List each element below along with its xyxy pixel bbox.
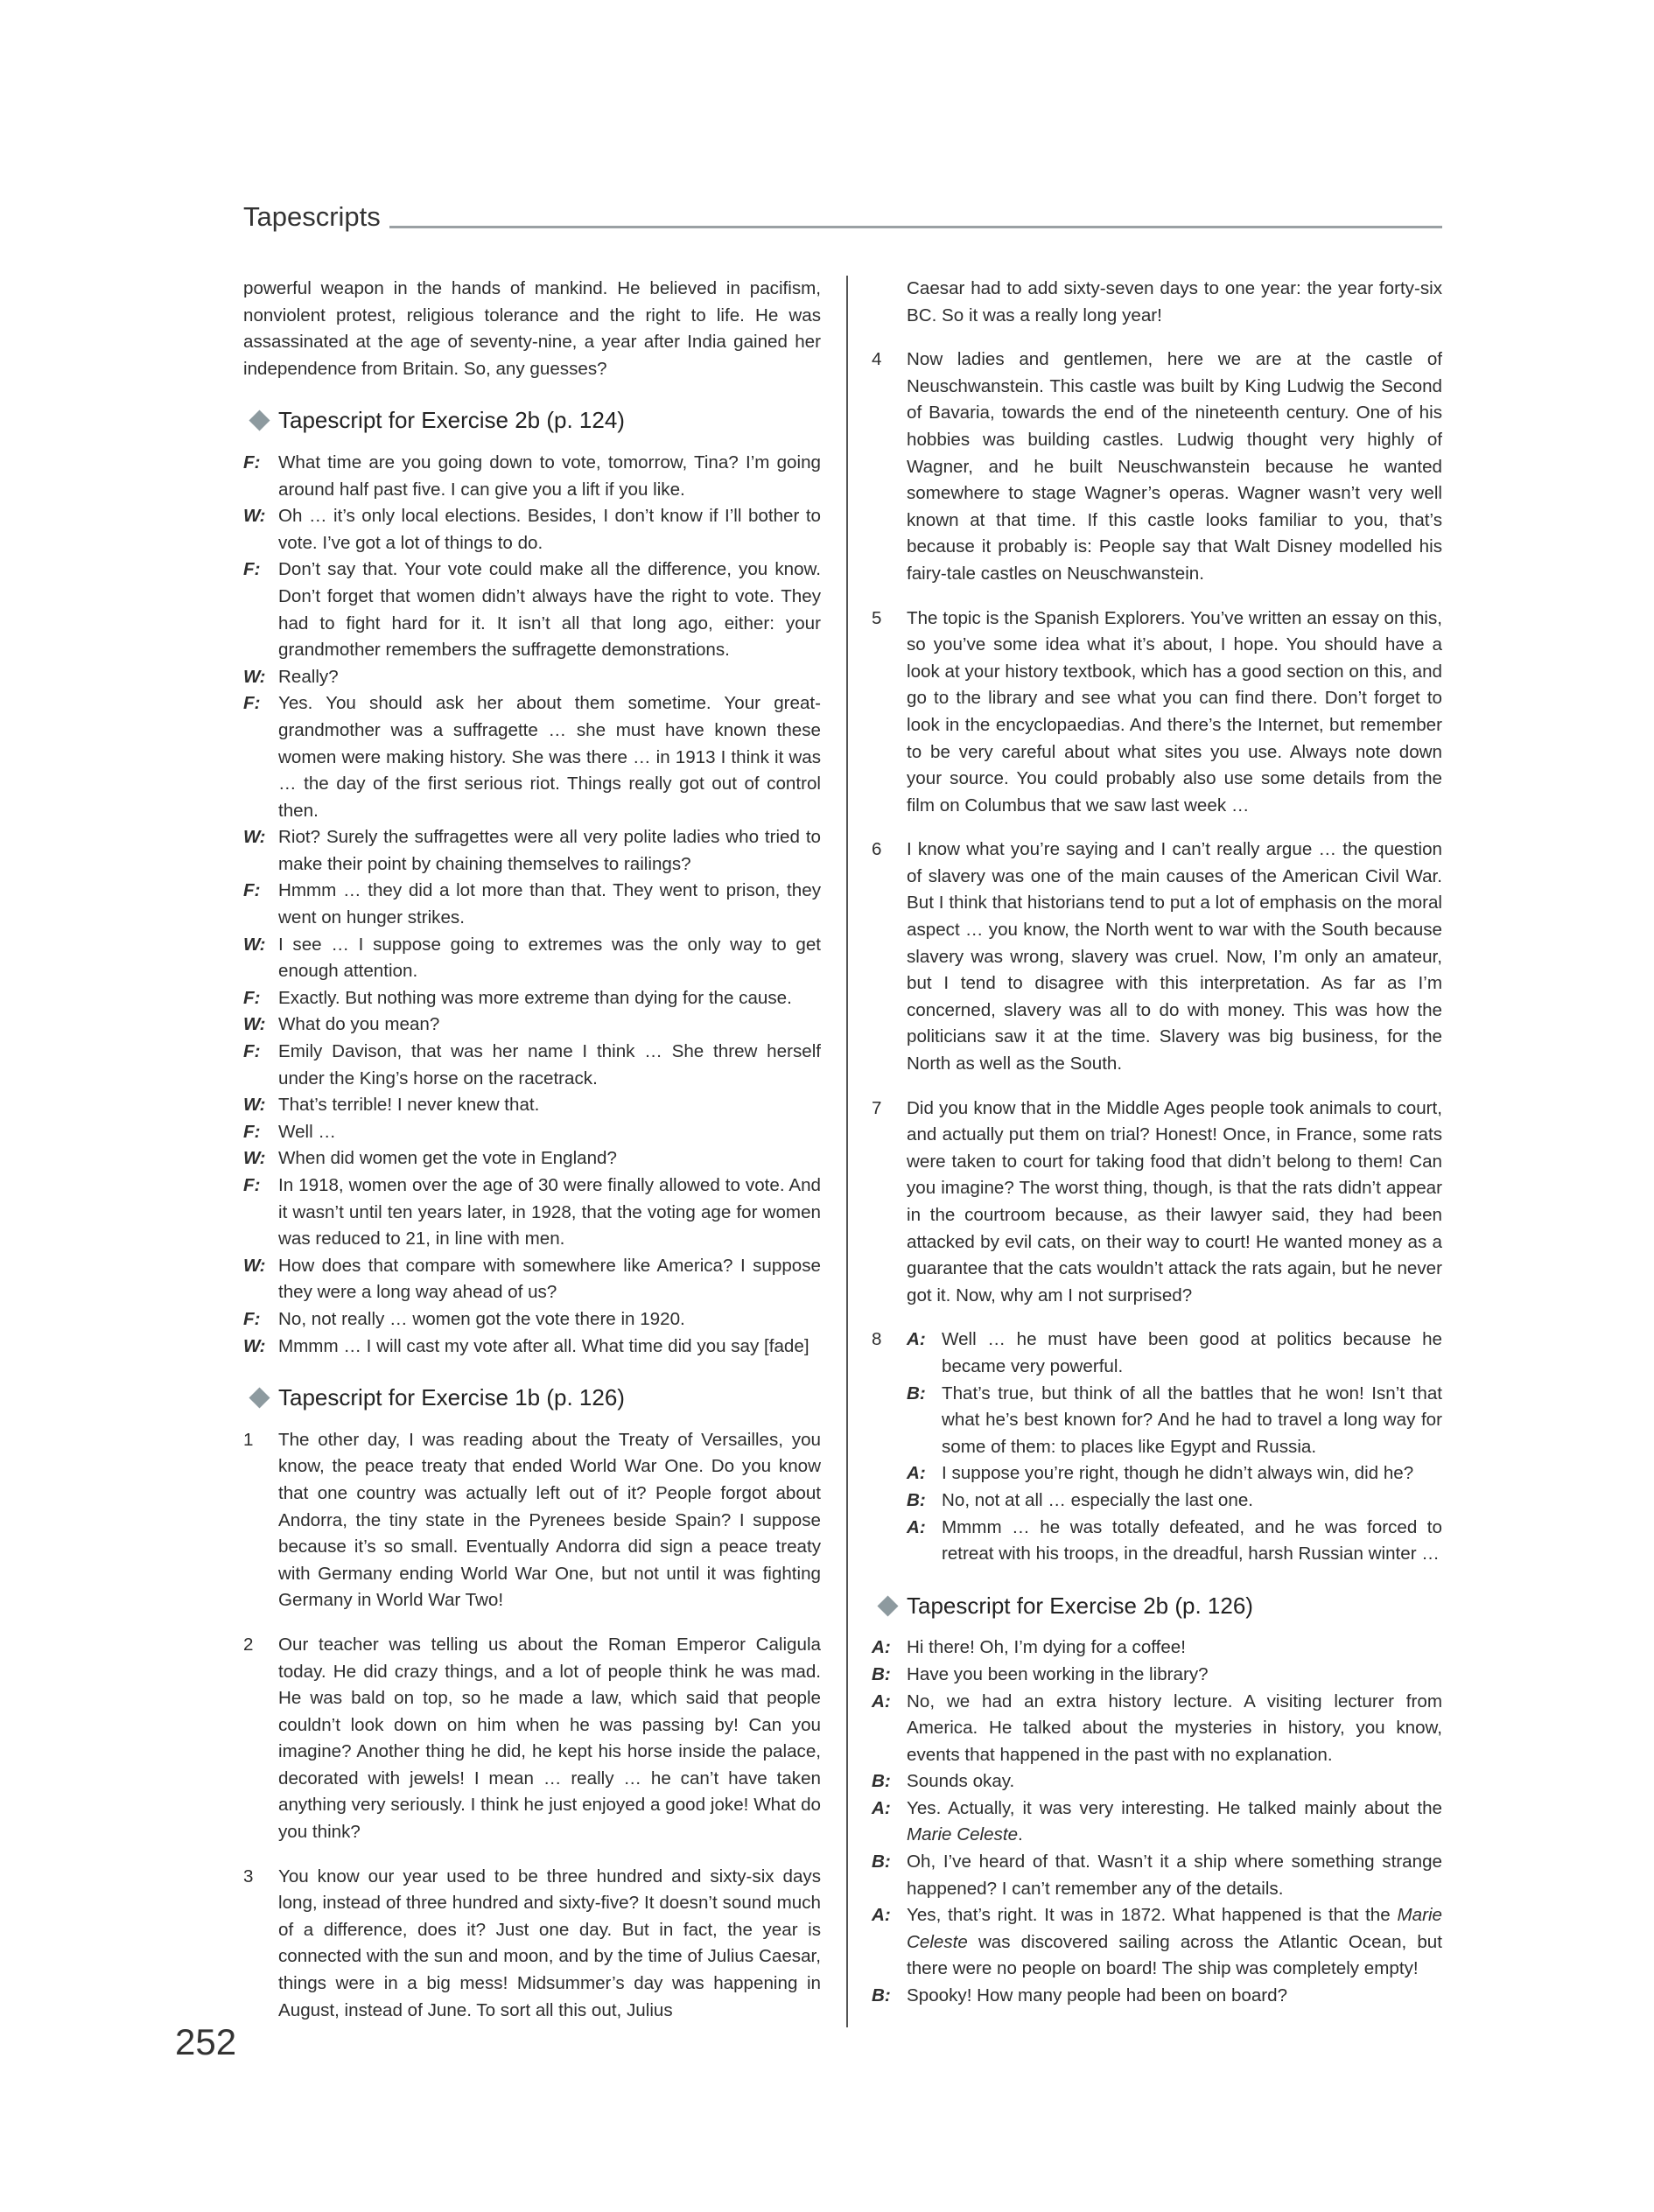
dialogue-line bbox=[243, 556, 821, 663]
dialogue-line bbox=[243, 985, 821, 1012]
line-text: Yes. You should ask her about them sometime. Your great-grandmother was a suffragette … she must have known these women were making history. She was there … in 1913 I think it was … the day of the first serious riot. Things really got out of control then. bbox=[278, 693, 821, 821]
speaker-label: A: bbox=[907, 1463, 926, 1484]
header-rule bbox=[389, 226, 1442, 228]
speaker-label: W: bbox=[243, 934, 266, 955]
item-text: Our teacher was telling us about the Roman Emperor Caligula today. He did crazy things, and a lot of people think he was mad. He was bald on top, so he made a law, which said that people couldn’t look down on him when he was passing by! Can you imagine? Another thing he did, he kept his horse inside the palace, decorated with jewels! I mean … really … he can’t have taken anything very seriously. I think he just enjoyed a good joke! What do you think? bbox=[278, 1634, 821, 1843]
dialogue-exercise-2b-p124 bbox=[243, 450, 821, 1360]
section-title: Tapescript for Exercise 1b (p. 126) bbox=[278, 1384, 625, 1411]
dialogue-line bbox=[243, 450, 821, 503]
dialogue-line bbox=[907, 1515, 1442, 1568]
line-text: That’s terrible! I never knew that. bbox=[278, 1095, 540, 1116]
dialogue-line bbox=[243, 1306, 821, 1334]
line-text: Don’t say that. Your vote could make all the difference, you know. Don’t forget that women didn’t always have the right to vote. They had to fight hard for it. It isn’t all that long ago, either: your grandmother remembers the suffragette demonstrations. bbox=[278, 559, 821, 661]
numbered-item bbox=[872, 346, 1442, 587]
item-number: 6 bbox=[872, 839, 882, 860]
item-text: You know our year used to be three hundred and sixty-six days long, instead of three hundred and sixty-five? It doesn’t sound much of a difference, does it? Just one day. But in fact, the year is connected with the sun and moon, and by the time of Julius Caesar, things were in a big mess! Midsummer’s day was happening in August, instead of June. To sort all this out, Julius bbox=[278, 1866, 821, 2020]
line-text: Yes, that’s right. It was in 1872. What happened is that the Marie Celeste was discovered sailing across the Atlantic Ocean, but there were no people on board! The ship was completely empty! bbox=[907, 1905, 1442, 1979]
speaker-label: A: bbox=[907, 1329, 926, 1350]
line-text: Yes. Actually, it was very interesting. He talked mainly about the Marie Celeste. bbox=[907, 1797, 1442, 1845]
line-text: That’s true, but think of all the battles that he won! Isn’t that what he’s best known for? And he had to travel a long way for some of them: to places like Egypt and Russia. bbox=[942, 1382, 1442, 1457]
numbered-items bbox=[872, 346, 1442, 1309]
dialogue-line bbox=[872, 1796, 1442, 1849]
dialogue-line bbox=[243, 664, 821, 691]
header-title: Tapescripts bbox=[243, 201, 381, 232]
dialogue-line bbox=[872, 1634, 1442, 1662]
line-text: Oh … it’s only local elections. Besides, I don’t know if I’ll bother to vote. I’ve got a lot of things to do. bbox=[278, 506, 821, 553]
speaker-label: W: bbox=[243, 506, 266, 527]
diamond-bullet-icon bbox=[877, 1595, 898, 1616]
line-text: How does that compare with somewhere like America? I suppose they were a long way ahead of us? bbox=[278, 1255, 821, 1303]
speaker-label: W: bbox=[243, 1335, 266, 1356]
dialogue-exercise-2b-p126 bbox=[872, 1634, 1442, 2009]
dialogue-line bbox=[872, 1689, 1442, 1769]
numbered-item-continuation bbox=[872, 276, 1442, 329]
numbered-item bbox=[243, 1427, 821, 1614]
line-text: Hmmm … they did a lot more than that. They went to prison, they went on hunger strikes. bbox=[278, 880, 821, 928]
line-text: Emily Davison, that was her name I think … She threw herself under the King’s horse on the racetrack. bbox=[278, 1041, 821, 1088]
item-text: Caesar had to add sixty-seven days to one year: the year forty-six BC. So it was a really long year! bbox=[907, 278, 1442, 326]
dialogue-line bbox=[243, 1334, 821, 1361]
speaker-label: B: bbox=[907, 1489, 926, 1510]
dialogue-line bbox=[243, 824, 821, 878]
page-header bbox=[243, 195, 1442, 230]
speaker-label: F: bbox=[243, 1175, 261, 1195]
speaker-label: B: bbox=[872, 1852, 891, 1872]
speaker-label: W: bbox=[243, 1148, 266, 1169]
section-heading bbox=[252, 1384, 821, 1411]
line-text: What do you mean? bbox=[278, 1014, 440, 1035]
numbered-item bbox=[872, 1326, 1442, 1567]
item-number: 8 bbox=[872, 1329, 882, 1350]
line-text: Have you been working in the library? bbox=[907, 1663, 1209, 1684]
speaker-label: F: bbox=[243, 1308, 261, 1329]
item-number: 2 bbox=[243, 1634, 254, 1655]
speaker-label: A: bbox=[872, 1905, 891, 1926]
line-text: In 1918, women over the age of 30 were finally allowed to vote. And it wasn’t until ten years later, in 1928, that the voting age for women was reduced to 21, in line with men. bbox=[278, 1175, 821, 1250]
dialogue-line bbox=[872, 1902, 1442, 1983]
dialogue-line bbox=[243, 503, 821, 556]
speaker-label: F: bbox=[243, 1041, 261, 1062]
dialogue-line bbox=[243, 878, 821, 931]
item-number: 3 bbox=[243, 1866, 254, 1886]
page-number: 252 bbox=[175, 2021, 237, 2062]
dialogue-line bbox=[243, 1172, 821, 1253]
column-divider bbox=[846, 276, 848, 2027]
section-title: Tapescript for Exercise 2b (p. 126) bbox=[907, 1592, 1253, 1619]
dialogue-line bbox=[907, 1381, 1442, 1461]
dialogue-line bbox=[243, 1145, 821, 1172]
line-text: No, not at all … especially the last one. bbox=[942, 1489, 1254, 1510]
intro-paragraph: powerful weapon in the hands of mankind. He believed in pacifism, nonviolent protest, religious tolerance and the right to life. He was assassinated at the age of seventy-nine, a year after India gained her independence from Britain. So, any guesses? bbox=[243, 278, 821, 379]
line-text: I suppose you’re right, though he didn’t always win, did he? bbox=[942, 1463, 1414, 1484]
line-text: Riot? Surely the suffragettes were all very polite ladies who tried to make their point by chaining themselves to railings? bbox=[278, 827, 821, 874]
line-text: Oh, I’ve heard of that. Wasn’t it a ship where something strange happened? I can’t remember any of the details. bbox=[907, 1852, 1442, 1899]
item-number: 7 bbox=[872, 1097, 882, 1118]
item-number: 5 bbox=[872, 607, 882, 628]
diamond-bullet-icon bbox=[249, 410, 270, 431]
dialogue-line bbox=[907, 1460, 1442, 1488]
speaker-label: F: bbox=[243, 559, 261, 580]
speaker-label: W: bbox=[243, 827, 266, 848]
dialogue-line bbox=[243, 1012, 821, 1039]
dialogue-line bbox=[243, 1039, 821, 1092]
speaker-label: F: bbox=[243, 880, 261, 901]
speaker-label: B: bbox=[872, 1771, 891, 1792]
dialogue-line bbox=[243, 1092, 821, 1119]
section-heading bbox=[252, 407, 821, 434]
line-text: Mmmm … I will cast my vote after all. What time did you say [fade] bbox=[278, 1335, 809, 1356]
speaker-label: F: bbox=[243, 1121, 261, 1142]
item-text: The topic is the Spanish Explorers. You’ve written an essay on this, so you’ve some idea what it’s about, I hope. You should have a look at your history textbook, which has a good section on this, and go to the library and see what you can find there. Don’t forget to look in the encyclopaedias. And there’s the Internet, but remember to be very careful about what sites you use. Always note down your source. You could probably also use some details from the film on Columbus that we saw last week … bbox=[907, 607, 1442, 816]
line-text: When did women get the vote in England? bbox=[278, 1148, 617, 1169]
item-text: Did you know that in the Middle Ages people took animals to court, and actually put them on trial? Honest! Once, in France, some rats were taken to court for taking food that didn’t belong to them! Can you imagine? The worst thing, though, is that the rats didn’t appear in the courtroom because, as their lawyer said, they had been attacked by evil cats, on their way to court! He wanted money as a guarantee that the cats wouldn’t attack the rats again, but he never got it. Now, why am I not surprised? bbox=[907, 1097, 1442, 1306]
line-text: No, we had an extra history lecture. A visiting lecturer from America. He talked about the mysteries in history, you know, events that happened in the past with no explanation. bbox=[907, 1690, 1442, 1765]
dialogue-line bbox=[243, 1119, 821, 1146]
dialogue-line bbox=[243, 690, 821, 824]
line-text: Hi there! Oh, I’m dying for a coffee! bbox=[907, 1637, 1186, 1658]
line-text: No, not really … women got the vote there in 1920. bbox=[278, 1308, 685, 1329]
speaker-label: A: bbox=[907, 1516, 926, 1537]
speaker-label: B: bbox=[872, 1663, 891, 1684]
item-text: I know what you’re saying and I can’t really argue … the question of slavery was one of the main causes of the American Civil War. But I think that historians tend to put a lot of emphasis on the moral aspect … you know, the North went to war with the South because slavery was wrong, slavery was cruel. Now, I’m only an amateur, but I tend to disagree with this interpretation. As far as I’m concerned, slavery was all to do with money. This was how the politicians saw it at the time. Slavery was big business, for the North as well as the South. bbox=[907, 839, 1442, 1074]
left-column bbox=[243, 276, 821, 2041]
line-text: Really? bbox=[278, 666, 339, 687]
dialogue-line bbox=[872, 1768, 1442, 1796]
ship-name: Marie Celeste bbox=[907, 1905, 1442, 1952]
item-number: 4 bbox=[872, 349, 882, 370]
speaker-label: A: bbox=[872, 1637, 891, 1658]
speaker-label: W: bbox=[243, 1014, 266, 1035]
line-text: I see … I suppose going to extremes was the only way to get enough attention. bbox=[278, 934, 821, 982]
speaker-label: A: bbox=[872, 1797, 891, 1818]
item-number: 1 bbox=[243, 1429, 254, 1450]
line-text: Exactly. But nothing was more extreme than dying for the cause. bbox=[278, 987, 792, 1008]
line-text: Spooky! How many people had been on board? bbox=[907, 1985, 1288, 2006]
line-text: Sounds okay. bbox=[907, 1771, 1015, 1792]
dialogue-line bbox=[243, 932, 821, 985]
item-text: The other day, I was reading about the Treaty of Versailles, you know, the peace treaty that ended World War One. Do you know that one country was actually left out of it? People forgot about Andorra, the tiny state in the Pyrenees beside Spain? I suppose because it’s so small. Eventually Andorra did sign a peace treaty with Germany ending World War One, but not until it was fighting Germany in World War Two! bbox=[278, 1429, 821, 1611]
speaker-label: B: bbox=[907, 1382, 926, 1404]
dialogue-line bbox=[872, 1849, 1442, 1902]
dialogue-line bbox=[872, 1983, 1442, 2010]
speaker-label: W: bbox=[243, 1255, 266, 1276]
speaker-label: B: bbox=[872, 1985, 891, 2006]
speaker-label: F: bbox=[243, 452, 261, 472]
numbered-item bbox=[872, 836, 1442, 1077]
numbered-item bbox=[872, 606, 1442, 820]
dialogue-line bbox=[907, 1326, 1442, 1380]
numbered-item bbox=[872, 1096, 1442, 1310]
ship-name: Marie Celeste bbox=[907, 1824, 1019, 1845]
speaker-label: W: bbox=[243, 1095, 266, 1116]
dialogue-line bbox=[243, 1253, 821, 1306]
diamond-bullet-icon bbox=[249, 1387, 270, 1408]
speaker-label: W: bbox=[243, 666, 266, 687]
speaker-label: F: bbox=[243, 987, 261, 1008]
item-text: Now ladies and gentlemen, here we are at the castle of Neuschwanstein. This castle was built by King Ludwig the Second of Bavaria, towards the end of the nineteenth century. One of his hobbies was building castles. Ludwig thought very highly of Wagner, and he built Neuschwanstein because he wanted somewhere to stage Wagner’s operas. Wagner wasn’t very well known at that time. If this castle looks familiar to you, that’s because it probably is: People say that Walt Disney modelled his fairy-tale castles on Neuschwanstein. bbox=[907, 349, 1442, 584]
speaker-label: F: bbox=[243, 693, 261, 714]
line-text: Well … bbox=[278, 1121, 336, 1142]
right-column bbox=[872, 276, 1442, 2010]
item-dialogue bbox=[907, 1326, 1442, 1567]
dialogue-line bbox=[907, 1488, 1442, 1515]
speaker-label: A: bbox=[872, 1690, 891, 1712]
section-heading bbox=[880, 1592, 1442, 1620]
line-text: Mmmm … he was totally defeated, and he was forced to retreat with his troops, in the dreadful, harsh Russian winter … bbox=[942, 1516, 1442, 1564]
line-text: Well … he must have been good at politics because he became very powerful. bbox=[942, 1329, 1442, 1376]
section-title: Tapescript for Exercise 2b (p. 124) bbox=[278, 407, 625, 434]
numbered-item bbox=[243, 1632, 821, 1846]
dialogue-line bbox=[872, 1662, 1442, 1689]
line-text: What time are you going down to vote, tomorrow, Tina? I’m going around half past five. I can give you a lift if you like. bbox=[278, 452, 821, 500]
numbered-item bbox=[243, 1864, 821, 2025]
numbered-items-exercise-1b bbox=[243, 1427, 821, 2024]
